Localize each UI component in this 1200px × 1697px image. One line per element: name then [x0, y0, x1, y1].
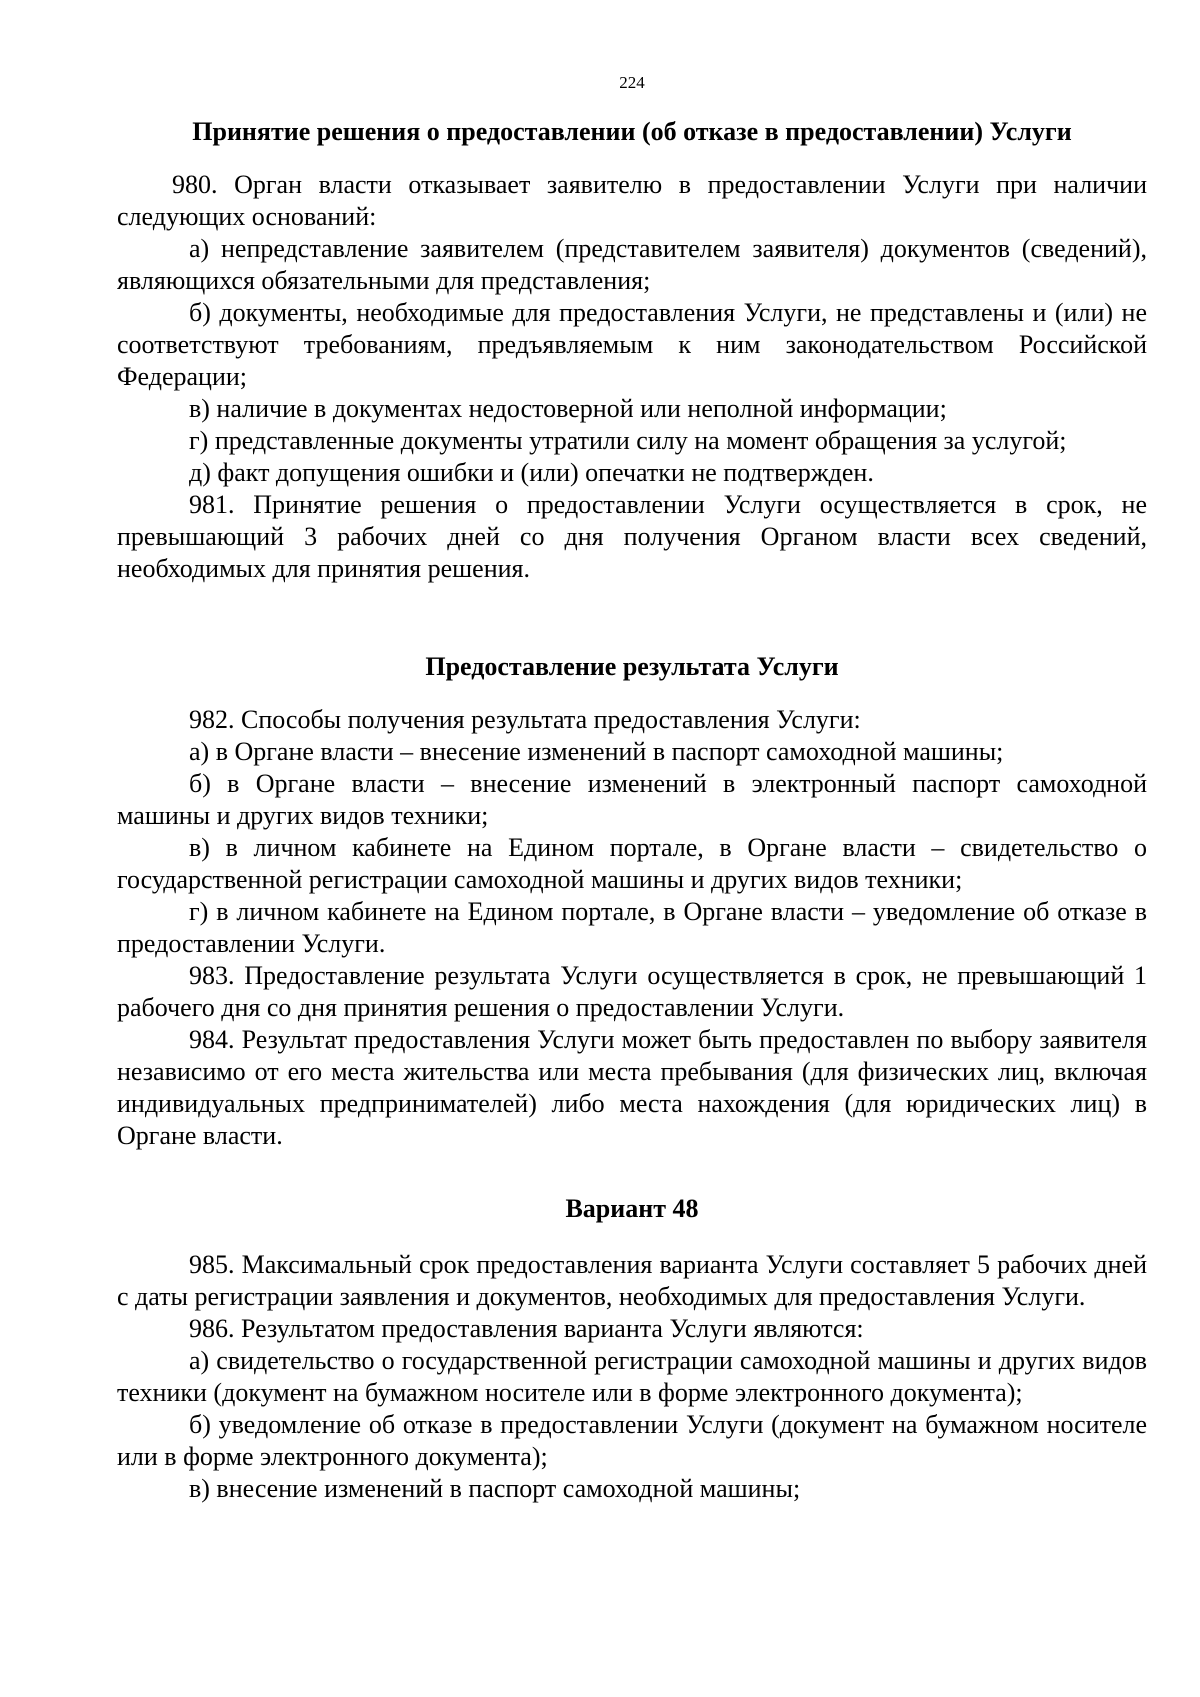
section-result	[117, 651, 1147, 1152]
list-item-982-a: а) в Органе власти – внесение изменений в паспорт самоходной машины;	[189, 737, 1004, 766]
list-item-980-a: а) непредставление заявителем (представителем заявителя) документов (сведений), являющихся обязательными для представления;	[117, 234, 1147, 295]
page-number: 224	[619, 73, 645, 92]
section-variant-48	[117, 1193, 1147, 1505]
list-item-980-b: б) документы, необходимые для предоставления Услуги, не представлены и (или) не соответствуют требованиям, предъявляемым к ним законодательством Российской Федерации;	[117, 298, 1147, 391]
list-item-982-b: б) в Органе власти – внесение изменений в электронный паспорт самоходной машины и других видов техники;	[117, 769, 1147, 830]
heading-variant-48: Вариант 48	[565, 1194, 699, 1223]
paragraph-983: 983. Предоставление результата Услуги осуществляется в срок, не превышающий 1 рабочего дня со дня принятия решения о предоставлении Услуги.	[117, 961, 1147, 1022]
list-item-982-g: г) в личном кабинете на Едином портале, в Органе власти – уведомление об отказе в предоставлении Услуги.	[117, 897, 1147, 958]
paragraph-986: 986. Результатом предоставления варианта Услуги являются:	[189, 1314, 864, 1343]
list-item-980-v: в) наличие в документах недостоверной или неполной информации;	[189, 394, 947, 423]
paragraph-981: 981. Принятие решения о предоставлении Услуги осуществляется в срок, не превышающий 3 рабочих дней со дня получения Органом власти всех сведений, необходимых для принятия решения.	[117, 490, 1147, 583]
list-item-986-v: в) внесение изменений в паспорт самоходной машины;	[189, 1474, 801, 1503]
list-item-980-d: д) факт допущения ошибки и (или) опечатки не подтвержден.	[189, 458, 874, 487]
list-item-980-g: г) представленные документы утратили силу на момент обращения за услугой;	[189, 426, 1067, 455]
paragraph-984: 984. Результат предоставления Услуги может быть предоставлен по выбору заявителя независимо от его места жительства или места пребывания (для физических лиц, включая индивидуальных предпринимателей) либо места нахождения (для юридических лиц) в Органе власти.	[117, 1025, 1147, 1150]
section-decision	[117, 116, 1147, 585]
paragraph-982: 982. Способы получения результата предоставления Услуги:	[189, 705, 861, 734]
heading-decision: Принятие решения о предоставлении (об отказе в предоставлении) Услуги	[192, 117, 1072, 146]
paragraph-980: 980. Орган власти отказывает заявителю в предоставлении Услуги при наличии следующих оснований:	[117, 170, 1147, 231]
list-item-986-a: а) свидетельство о государственной регистрации самоходной машины и других видов техники (документ на бумажном носителе или в форме электронного документа);	[117, 1346, 1147, 1407]
heading-result: Предоставление результата Услуги	[425, 652, 839, 681]
list-item-986-b: б) уведомление об отказе в предоставлении Услуги (документ на бумажном носителе или в форме электронного документа);	[117, 1410, 1147, 1471]
list-item-982-v: в) в личном кабинете на Едином портале, в Органе власти – свидетельство о государственной регистрации самоходной машины и других видов техники;	[117, 833, 1147, 894]
paragraph-985: 985. Максимальный срок предоставления варианта Услуги составляет 5 рабочих дней с даты регистрации заявления и документов, необходимых для предоставления Услуги.	[117, 1250, 1147, 1311]
